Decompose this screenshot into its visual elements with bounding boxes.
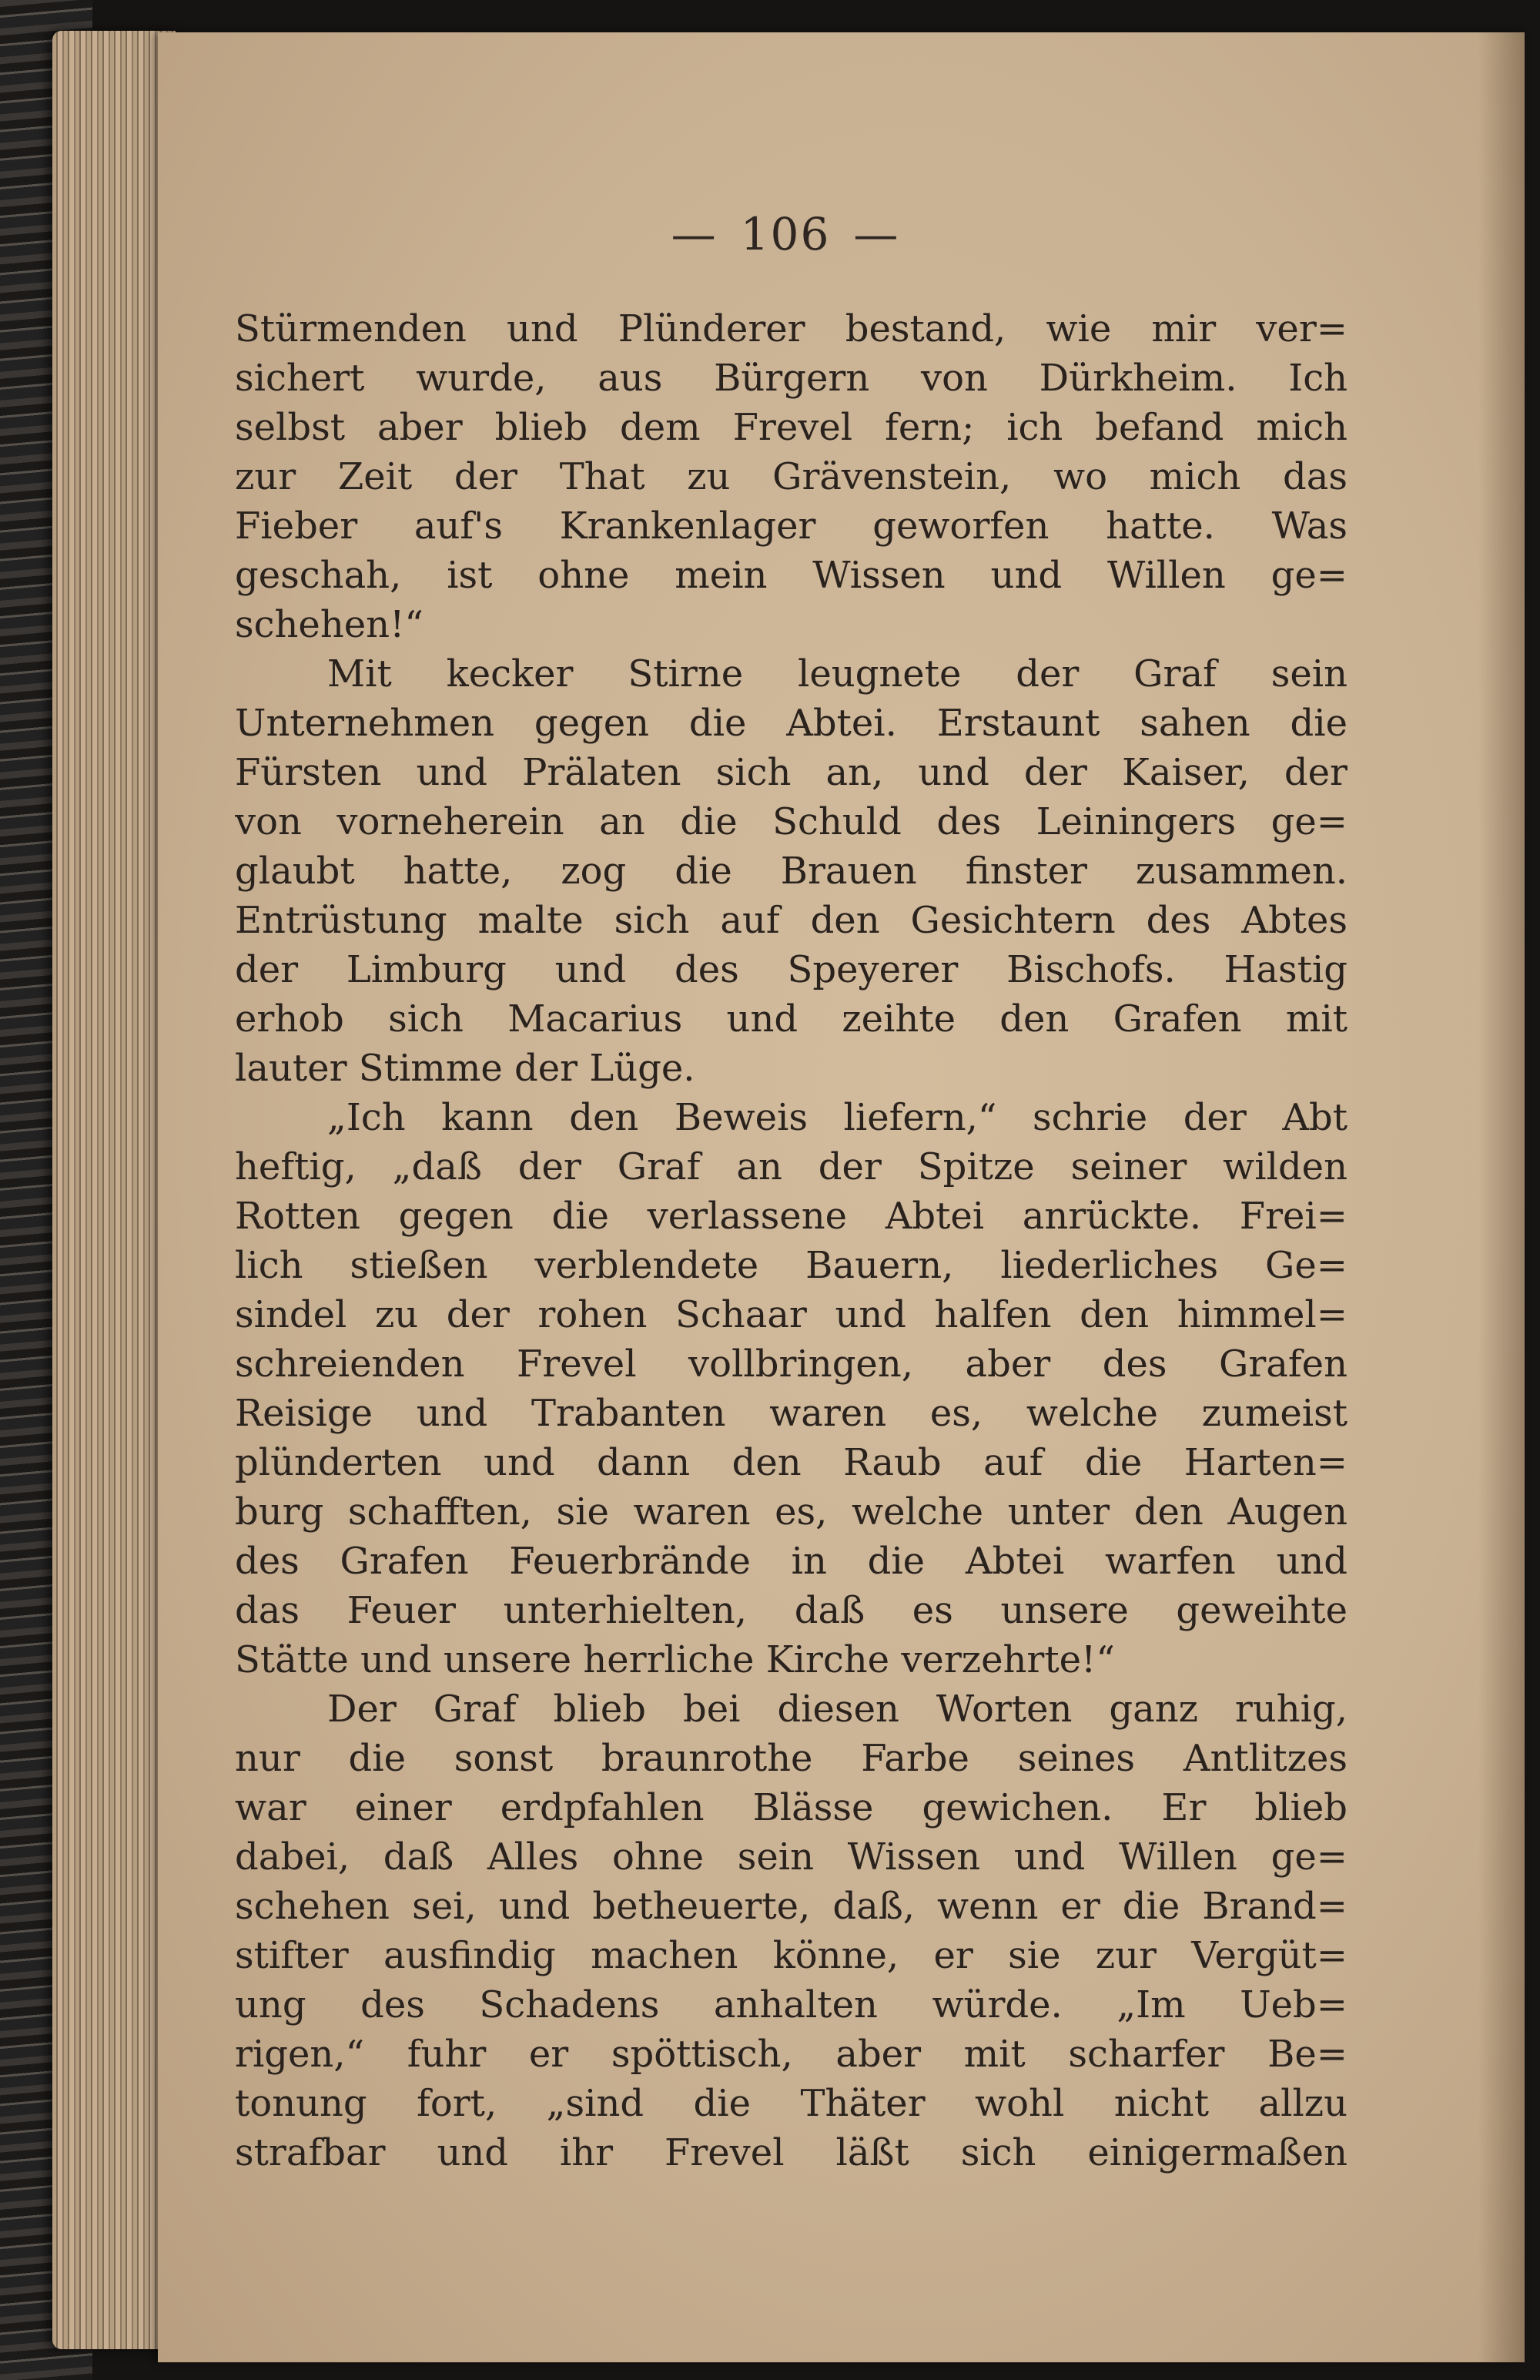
- text-line: Der Graf blieb bei diesen Worten ganz ruhig,: [327, 1688, 1348, 1731]
- text-line: strafbar und ihr Frevel läßt sich einigermaßen: [235, 2131, 1348, 2174]
- text-line: lauter Stimme der Lüge.: [235, 1047, 695, 1090]
- text-line: Entrüstung malte sich auf den Gesichtern des Abtes: [235, 899, 1348, 942]
- text-line: tonung fort, „sind die Thäter wohl nicht allzu: [235, 2082, 1348, 2125]
- text-line: rigen,“ fuhr er spöttisch, aber mit scharfer Be=: [235, 2033, 1348, 2076]
- text-line: Reisige und Trabanten waren es, welche zumeist: [235, 1392, 1348, 1435]
- text-line: zur Zeit der That zu Grävenstein, wo mich das: [235, 455, 1348, 498]
- text-line: heftig, „daß der Graf an der Spitze seiner wilden: [235, 1145, 1348, 1188]
- paragraph: [235, 649, 1348, 1093]
- text-line: Stürmenden und Plünderer bestand, wie mir ver=: [235, 307, 1348, 350]
- text-line: nur die sonst braunrothe Farbe seines Antlitzes: [235, 1737, 1348, 1780]
- text-line: geschah, ist ohne mein Wissen und Willen ge=: [235, 554, 1348, 597]
- text-line: selbst aber blieb dem Frevel fern; ich befand mich: [235, 406, 1348, 449]
- text-line: stifter ausfindig machen könne, er sie zur Vergüt=: [235, 1934, 1348, 1977]
- text-line: der Limburg und des Speyerer Bischofs. Hastig: [235, 948, 1348, 991]
- text-line: schreienden Frevel vollbringen, aber des Grafen: [235, 1343, 1348, 1386]
- text-line: das Feuer unterhielten, daß es unsere geweihte: [235, 1589, 1348, 1632]
- text-line: lich stießen verblendete Bauern, liederliches Ge=: [235, 1244, 1348, 1287]
- text-line: Mit kecker Stirne leugnete der Graf sein: [327, 652, 1348, 696]
- text-line: von vorneherein an die Schuld des Leiningers ge=: [235, 800, 1348, 843]
- text-line: war einer erdpfahlen Blässe gewichen. Er blieb: [235, 1786, 1348, 1829]
- body-text: [235, 304, 1348, 2177]
- text-line: schehen!“: [235, 603, 424, 646]
- header-dash-right: —: [853, 208, 900, 260]
- text-line: schehen sei, und betheuerte, daß, wenn er die Brand=: [235, 1885, 1348, 1928]
- text-line: „Ich kann den Beweis liefern,“ schrie der Abt: [327, 1096, 1348, 1139]
- page-gutter-shadow: [1478, 32, 1525, 2362]
- text-line: glaubt hatte, zog die Brauen finster zusammen.: [235, 850, 1348, 893]
- text-line: Stätte und unsere herrliche Kirche verzehrte!“: [235, 1638, 1115, 1681]
- header-dash-left: —: [671, 208, 718, 260]
- page-number: 106: [740, 208, 831, 260]
- text-line: sindel zu der rohen Schaar und halfen den himmel=: [235, 1293, 1348, 1336]
- text-line: Unternehmen gegen die Abtei. Erstaunt sahen die: [235, 702, 1348, 745]
- text-line: plünderten und dann den Raub auf die Harten=: [235, 1441, 1348, 1484]
- text-line: sichert wurde, aus Bürgern von Dürkheim. Ich: [235, 357, 1348, 400]
- paragraph: [235, 1093, 1348, 1684]
- text-line: Fieber auf's Krankenlager geworfen hatte. Was: [235, 504, 1348, 548]
- text-line: Rotten gegen die verlassene Abtei anrückte. Frei=: [235, 1195, 1348, 1238]
- page-edges: [52, 31, 176, 2349]
- paragraph: [235, 1684, 1348, 2177]
- paragraph: [235, 304, 1348, 649]
- text-line: burg schafften, sie waren es, welche unter den Augen: [235, 1490, 1348, 1534]
- page-header: [15, 208, 1540, 260]
- text-line: ung des Schadens anhalten würde. „Im Ueb=: [235, 1983, 1348, 2026]
- text-line: dabei, daß Alles ohne sein Wissen und Willen ge=: [235, 1835, 1348, 1879]
- text-line: des Grafen Feuerbrände in die Abtei warfen und: [235, 1540, 1348, 1583]
- text-line: erhob sich Macarius und zeihte den Grafen mit: [235, 997, 1348, 1041]
- text-line: Fürsten und Prälaten sich an, und der Kaiser, der: [235, 751, 1348, 794]
